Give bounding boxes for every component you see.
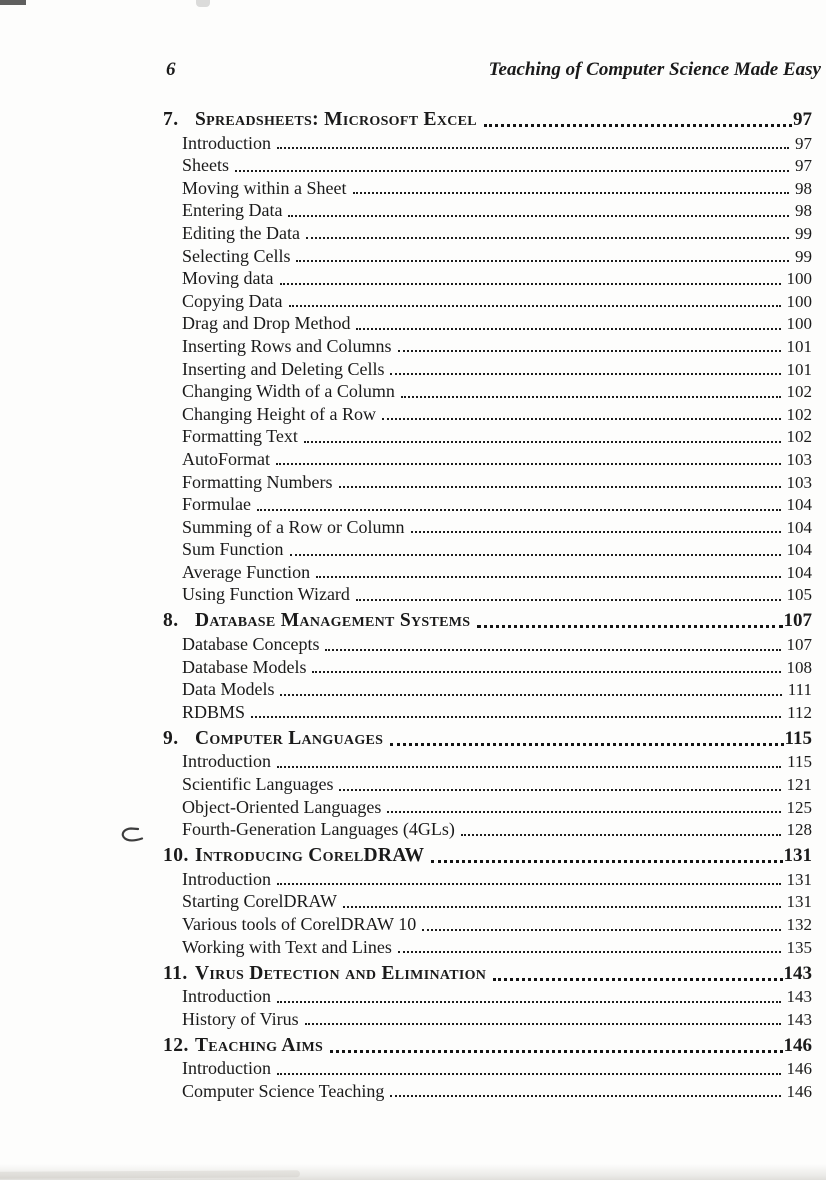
toc-section-row	[163, 560, 812, 583]
chapter-number: 9.	[163, 727, 179, 749]
running-title: Teaching of Computer Science Made Easy	[488, 59, 821, 80]
section-page-number: 102	[786, 404, 812, 424]
toc-section-row	[163, 402, 812, 425]
toc-chapter-row	[163, 723, 812, 750]
dot-leader	[296, 260, 789, 262]
toc-chapter-row	[163, 605, 812, 632]
chapter-number: 12.	[163, 1034, 189, 1056]
section-page-number: 104	[786, 495, 812, 515]
section-title: Introduction	[182, 751, 271, 772]
section-page-number: 104	[786, 517, 812, 537]
section-page-number: 102	[786, 382, 812, 402]
toc-section-row	[163, 750, 812, 773]
section-title: Selecting Cells	[182, 245, 291, 266]
section-page-number: 99	[795, 223, 812, 243]
toc-section-row	[163, 267, 812, 290]
toc-section-row	[163, 867, 812, 890]
section-page-number: 100	[786, 314, 812, 334]
dot-leader	[330, 1050, 782, 1053]
chapter-title: Computer Languages	[195, 727, 384, 749]
running-header	[166, 59, 821, 81]
section-title: Formatting Numbers	[182, 471, 333, 492]
dot-leader	[280, 694, 781, 696]
chapter-title: Introducing CorelDRAW	[195, 845, 425, 867]
toc-section-row	[163, 935, 812, 958]
toc-section-row	[163, 890, 812, 913]
section-title: Introduction	[182, 868, 271, 889]
section-page-number: 101	[786, 359, 812, 379]
section-title: Formatting Text	[182, 426, 298, 447]
section-title: Average Function	[182, 561, 311, 582]
chapter-title: Teaching Aims	[195, 1034, 324, 1056]
section-title: Using Function Wizard	[182, 584, 350, 605]
dot-leader	[461, 834, 781, 836]
section-page-number: 112	[787, 702, 812, 722]
dot-leader	[390, 1095, 780, 1097]
section-page-number: 101	[786, 336, 812, 356]
section-page-number: 107	[786, 635, 812, 655]
section-title: Sum Function	[182, 539, 284, 560]
dot-leader	[493, 978, 782, 981]
section-title: Starting CorelDRAW	[182, 891, 338, 912]
section-page-number: 121	[786, 775, 812, 795]
section-title: Working with Text and Lines	[182, 936, 392, 957]
toc-section-row	[163, 244, 812, 267]
section-title: Sheets	[182, 155, 229, 176]
section-page-number: 146	[786, 1081, 812, 1101]
section-page-number: 98	[795, 178, 812, 198]
toc-section-row	[163, 818, 812, 841]
toc-section-row	[163, 1079, 812, 1102]
toc-section-row	[163, 538, 812, 561]
dot-leader	[277, 1001, 781, 1003]
section-title: Inserting and Deleting Cells	[182, 358, 385, 379]
dot-leader	[276, 463, 781, 465]
section-page-number: 99	[795, 246, 812, 266]
toc-section-row	[163, 221, 812, 244]
section-title: Various tools of CorelDRAW 10	[182, 914, 417, 934]
table-of-contents	[163, 104, 812, 1102]
dot-leader	[277, 883, 781, 885]
section-page-number: 98	[795, 201, 812, 221]
dot-leader	[343, 906, 780, 908]
dot-leader	[422, 929, 780, 931]
dot-leader	[356, 328, 780, 330]
section-title: Editing the Data	[182, 222, 300, 243]
page-number: 6	[166, 59, 176, 80]
section-page-number: 102	[786, 427, 812, 447]
toc-section-row	[163, 380, 812, 403]
section-title: Moving data	[182, 268, 274, 289]
toc-chapter-row	[163, 840, 812, 867]
toc-chapter-row	[163, 958, 812, 985]
section-title: Data Models	[182, 679, 275, 700]
toc-section-row	[163, 199, 812, 222]
section-title: Changing Height of a Row	[182, 403, 376, 424]
section-page-number: 125	[786, 797, 812, 817]
section-page-number: 97	[795, 133, 812, 153]
dot-leader	[304, 441, 781, 443]
section-page-number: 132	[786, 915, 812, 934]
dot-leader	[257, 509, 781, 511]
toc-section-row	[163, 912, 812, 935]
toc-chapter-row	[163, 104, 812, 131]
section-title: Formulae	[182, 494, 251, 515]
dot-leader	[306, 237, 789, 239]
section-page-number: 104	[786, 562, 812, 582]
dot-leader	[356, 599, 781, 601]
section-page-number: 146	[786, 1059, 812, 1079]
toc-section-row	[163, 583, 812, 606]
toc-section-row	[163, 1057, 812, 1080]
dot-leader	[390, 373, 780, 375]
section-title: Introduction	[182, 132, 271, 153]
dot-leader	[353, 192, 790, 194]
scan-smudge-top	[196, 0, 210, 7]
dot-leader	[251, 716, 781, 718]
dot-leader	[339, 486, 781, 488]
chapter-number: 10.	[163, 845, 189, 867]
chapter-title: Database Management Systems	[195, 610, 471, 632]
section-title: Summing of a Row or Column	[182, 516, 405, 537]
section-title: Entering Data	[182, 200, 283, 221]
dot-leader	[277, 1073, 781, 1075]
section-title: Copying Data	[182, 290, 283, 311]
section-page-number: 131	[786, 869, 812, 889]
dot-leader	[484, 124, 792, 127]
dot-leader	[312, 671, 780, 673]
section-title: Introduction	[182, 986, 271, 1007]
toc-section-row	[163, 312, 812, 335]
chapter-page-number: 97	[793, 109, 812, 130]
toc-section-row	[163, 425, 812, 448]
pencil-margin-mark	[117, 825, 149, 849]
dot-leader	[325, 649, 780, 651]
toc-section-row	[163, 515, 812, 538]
toc-section-row	[163, 632, 812, 655]
toc-section-row	[163, 772, 812, 795]
dot-leader	[288, 215, 789, 217]
toc-section-row	[163, 357, 812, 380]
section-title: Scientific Languages	[182, 774, 334, 795]
section-page-number: 143	[786, 1009, 812, 1029]
toc-section-row	[163, 334, 812, 357]
chapter-page-number: 131	[783, 845, 812, 867]
toc-section-row	[163, 470, 812, 493]
dot-leader	[277, 766, 781, 768]
section-page-number: 100	[786, 269, 812, 289]
toc-section-row	[163, 154, 812, 177]
section-page-number: 108	[786, 657, 812, 677]
section-page-number: 103	[786, 472, 812, 492]
scan-edge-bottom	[0, 1164, 826, 1180]
section-title: History of Virus	[182, 1008, 299, 1029]
section-page-number: 105	[786, 585, 812, 605]
toc-chapter-row	[163, 1030, 812, 1057]
section-title: Moving within a Sheet	[182, 177, 347, 198]
dot-leader	[398, 350, 781, 352]
chapter-number: 7.	[163, 109, 179, 130]
toc-section-row	[163, 447, 812, 470]
section-title: Computer Science Teaching	[182, 1080, 385, 1101]
dot-leader	[235, 170, 789, 172]
section-page-number: 100	[786, 291, 812, 311]
toc-section-row	[163, 289, 812, 312]
dot-leader	[477, 625, 782, 628]
dot-leader	[387, 811, 780, 813]
toc-section-row	[163, 655, 812, 678]
dot-leader	[411, 531, 781, 533]
chapter-title: Virus Detection and Elimination	[195, 962, 487, 984]
dot-leader	[431, 860, 782, 863]
toc-section-row	[163, 985, 812, 1008]
section-page-number: 97	[795, 156, 812, 176]
dot-leader	[290, 554, 781, 556]
section-title: Changing Width of a Column	[182, 381, 395, 402]
chapter-page-number: 115	[784, 727, 812, 749]
chapter-page-number: 107	[783, 610, 812, 632]
section-title: Inserting Rows and Columns	[182, 335, 392, 356]
section-page-number: 104	[786, 540, 812, 560]
section-page-number: 115	[787, 752, 812, 772]
section-title: Fourth-Generation Languages (4GLs)	[182, 819, 455, 840]
section-page-number: 131	[786, 892, 812, 912]
dot-leader	[401, 396, 781, 398]
toc-section-row	[163, 795, 812, 818]
scan-artifact-top-left	[0, 0, 26, 5]
dot-leader	[339, 789, 780, 791]
chapter-page-number: 146	[783, 1034, 812, 1056]
toc-section-row	[163, 176, 812, 199]
dot-leader	[305, 1023, 781, 1025]
dot-leader	[277, 147, 789, 149]
section-title: RDBMS	[182, 701, 246, 722]
toc-section-row	[163, 700, 812, 723]
section-title: Object-Oriented Languages	[182, 796, 382, 817]
section-title: AutoFormat	[182, 448, 270, 469]
toc-section-row	[163, 131, 812, 154]
toc-section-row	[163, 678, 812, 701]
section-title: Introduction	[182, 1058, 271, 1079]
toc-section-row	[163, 493, 812, 516]
section-title: Drag and Drop Method	[182, 313, 351, 334]
toc-section-row	[163, 1007, 812, 1030]
section-page-number: 135	[786, 937, 812, 957]
section-page-number: 128	[786, 820, 812, 840]
chapter-number: 11.	[163, 962, 188, 984]
section-page-number: 111	[787, 680, 812, 700]
dot-leader	[316, 576, 780, 578]
chapter-number: 8.	[163, 610, 179, 632]
chapter-page-number: 143	[783, 962, 812, 984]
section-page-number: 143	[786, 987, 812, 1007]
dot-leader	[289, 305, 781, 307]
dot-leader	[398, 951, 781, 953]
section-title: Database Models	[182, 656, 307, 677]
section-title: Database Concepts	[182, 634, 320, 655]
section-page-number: 103	[786, 449, 812, 469]
chapter-title: Spreadsheets: Microsoft Excel	[195, 109, 477, 130]
dot-leader	[390, 743, 783, 746]
dot-leader	[382, 418, 781, 420]
dot-leader	[280, 283, 781, 285]
